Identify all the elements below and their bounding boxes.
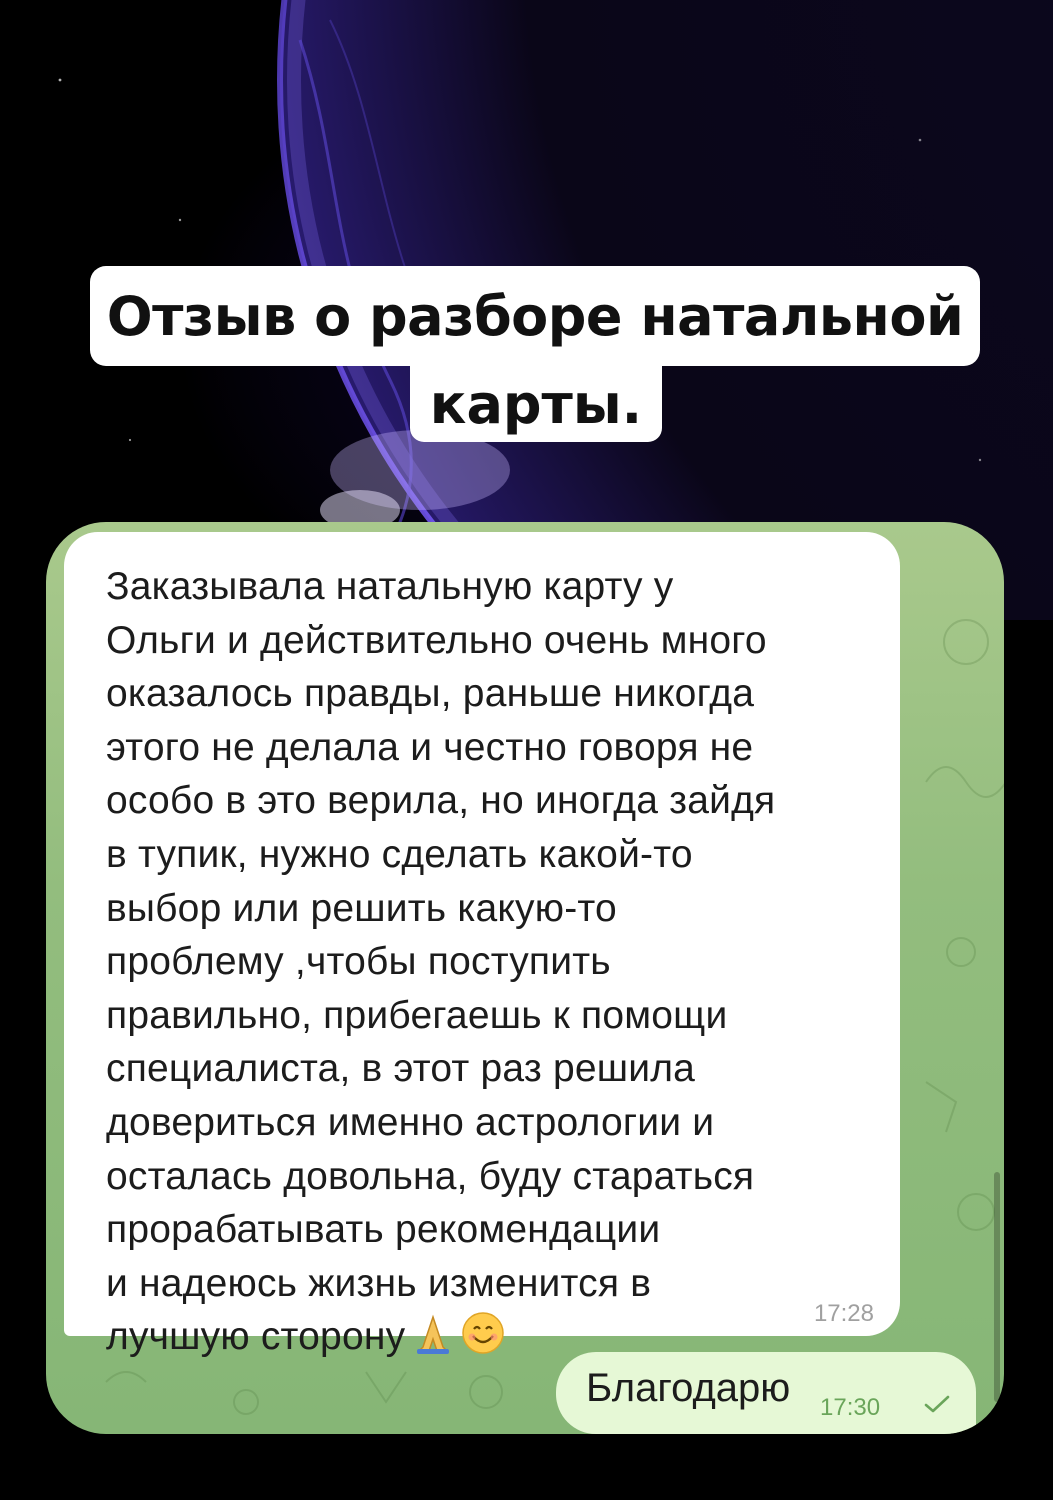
smiling-face-icon — [461, 1311, 505, 1370]
chat-screenshot — [46, 522, 1004, 1434]
incoming-message-body: Заказывала натальную карту у Ольги и действительно очень много оказалось правды, раньше никогда этого не делала и честно говоря не особо в это верила, но иногда зайдя в тупик, нужно сделать какой-то выбор или решить какую-то проблему ,чтобы поступить правильно, прибегаешь к помощи специалиста, в этот раз решила довериться именно астрологии и осталась довольна, буду стараться прорабатывать рекомендации и надеюсь жизнь изменится в лучшую сторону — [106, 565, 776, 1359]
check-icon — [922, 1392, 952, 1416]
title-line-1: Отзыв о разборе натальной — [90, 266, 980, 366]
outgoing-message-time: 17:30 — [820, 1394, 881, 1421]
title-line-2: карты. — [410, 366, 662, 442]
incoming-message-text — [106, 560, 870, 1370]
chat-scrollbar[interactable] — [994, 1172, 1000, 1402]
incoming-message-time: 17:28 — [813, 1300, 874, 1327]
outgoing-message-text: Благодарю — [586, 1366, 791, 1410]
folded-hands-icon — [411, 1311, 455, 1370]
incoming-message-bubble[interactable] — [64, 532, 900, 1359]
outgoing-message-bubble[interactable] — [556, 1352, 976, 1434]
